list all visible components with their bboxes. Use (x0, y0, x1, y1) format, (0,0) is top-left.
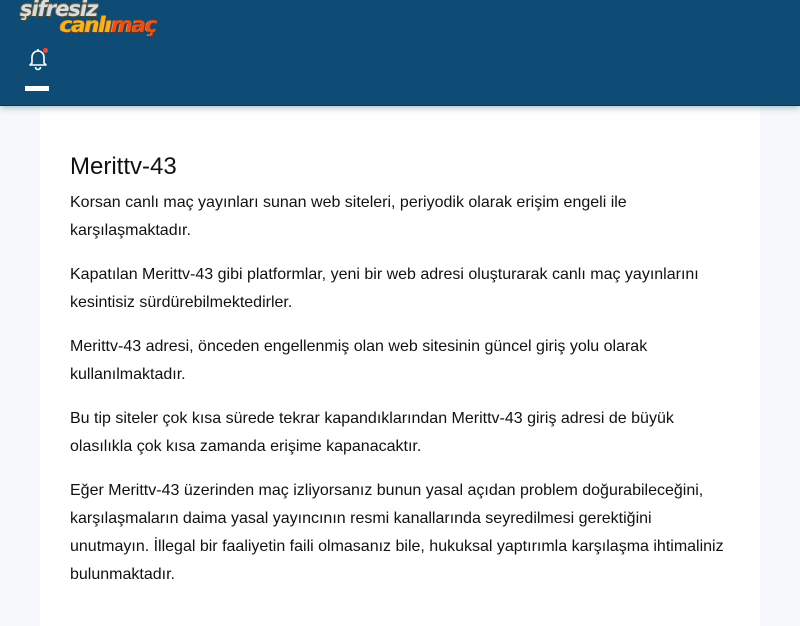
article-paragraph: Eğer Merittv-43 üzerinden maç izliyorsanız bunun yasal açıdan problem doğurabileceğini, karşılaşmaların daima yasal yayıncının resmi kanallarında seyredilmesi gerektiğini unutmayın. İllegal bir faaliyetin faili olmasanız bile, hukuksal yaptırımla karşılaşma ihtimaliniz bulunmaktadır. (70, 482, 724, 583)
site-header (0, 0, 800, 106)
article-card (40, 106, 760, 626)
menu-toggle-button[interactable] (25, 86, 49, 91)
article-paragraph: Kapatılan Merittv-43 gibi platformlar, yeni bir web adresi oluşturarak canlı maç yayınlarını kesintisiz sürdürebilmektedirler. (70, 266, 699, 311)
logo-line-2 (60, 13, 156, 37)
article-body (70, 189, 730, 605)
logo-word-canli: canlı (60, 13, 111, 37)
notification-button[interactable] (28, 47, 48, 71)
article-paragraph: Bu tip siteler çok kısa sürede tekrar kapandıklarından Merittv-43 giriş adresi de büyük olasılıkla çok kısa zamanda erişime kapanacaktır. (70, 410, 674, 455)
logo-word-mac: maç (110, 13, 157, 37)
notification-dot (43, 48, 48, 53)
site-logo[interactable] (20, 0, 166, 40)
article-paragraph: Merittv-43 adresi, önceden engellenmiş olan web sitesinin güncel giriş yolu olarak kullanılmaktadır. (70, 338, 648, 383)
logo-line-1: şifresiz (20, 0, 98, 21)
page-title: Merittv-43 (70, 153, 177, 180)
article-paragraph: Korsan canlı maç yayınları sunan web siteleri, periyodik olarak erişim engeli ile karşılaşmaktadır. (70, 194, 627, 239)
